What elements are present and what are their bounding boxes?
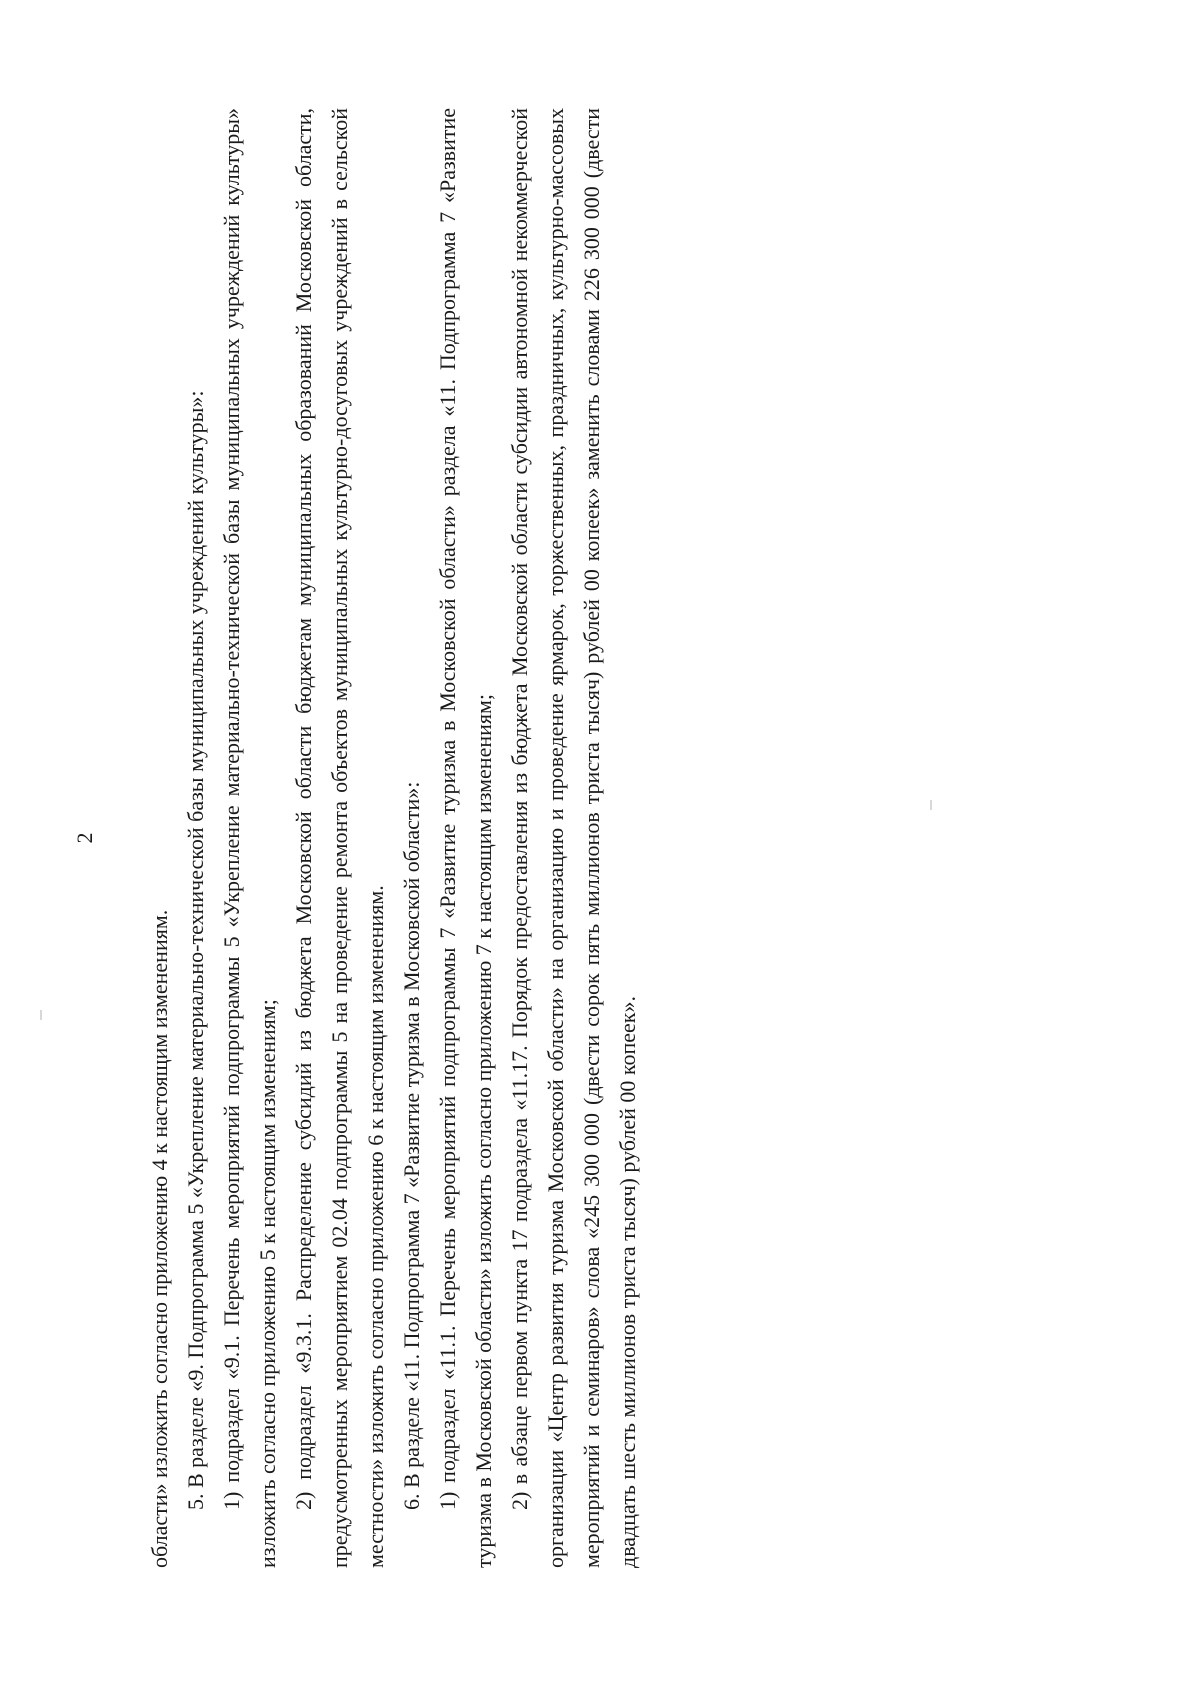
paragraph: 2) в абзаце первом пункта 17 подраздела «11.17. Порядок предоставления из бюджета Московской области субсидии автономной некоммерческой организации «Центр развития туризма Московской области» на организацию и проведение ярмарок, торжественных, праздничных, культурно-массовых мероприятий и семинаров» слова «245 300 000 (двести сорок пять миллионов триста тысяч) рублей 00 копеек» заменить словами 226 300 000 (двести двадцать шесть миллионов триста тысяч) рублей 00 копеек». [507, 108, 640, 1568]
paragraph: области» изложить согласно приложению 4 к настоящим изменениям. [147, 909, 172, 1568]
paragraph: 2) подраздел «9.3.1. Распределение субсидий из бюджета Московской области бюджетам муниципальных образований Московской области, предусмотренных мероприятием 02.04 подпрограммы 5 на проведение ремонта объектов муниципальных культурно-досуговых учреждений в сельской местности» изложить согласно приложению 6 к настоящим изменениям. [291, 108, 388, 1568]
paragraph: 6. В разделе «11. Подпрограмма 7 «Развитие туризма в Московской области»: [399, 781, 424, 1510]
scan-mark [930, 800, 932, 810]
paragraph: 1) подраздел «11.1. Перечень мероприятий подпрограммы 7 «Развитие туризма в Московской области» раздела «11. Подпрограмма 7 «Развитие туризма в Московской области» изложить согласно приложению 7 к настоящим изменениям; [435, 108, 496, 1568]
document-body [142, 108, 646, 1568]
page-number: 2 [72, 832, 97, 844]
rotated-page-content [72, 108, 822, 1568]
paragraph: 1) подраздел «9.1. Перечень мероприятий подпрограммы 5 «Укрепление материально-технической базы муниципальных учреждений культуры» изложить согласно приложению 5 к настоящим изменениям; [219, 108, 280, 1568]
paragraph: 5. В разделе «9. Подпрограмма 5 «Укрепление материально-технической базы муниципальных учреждений культуры»: [183, 390, 208, 1510]
scan-mark [40, 1010, 42, 1020]
